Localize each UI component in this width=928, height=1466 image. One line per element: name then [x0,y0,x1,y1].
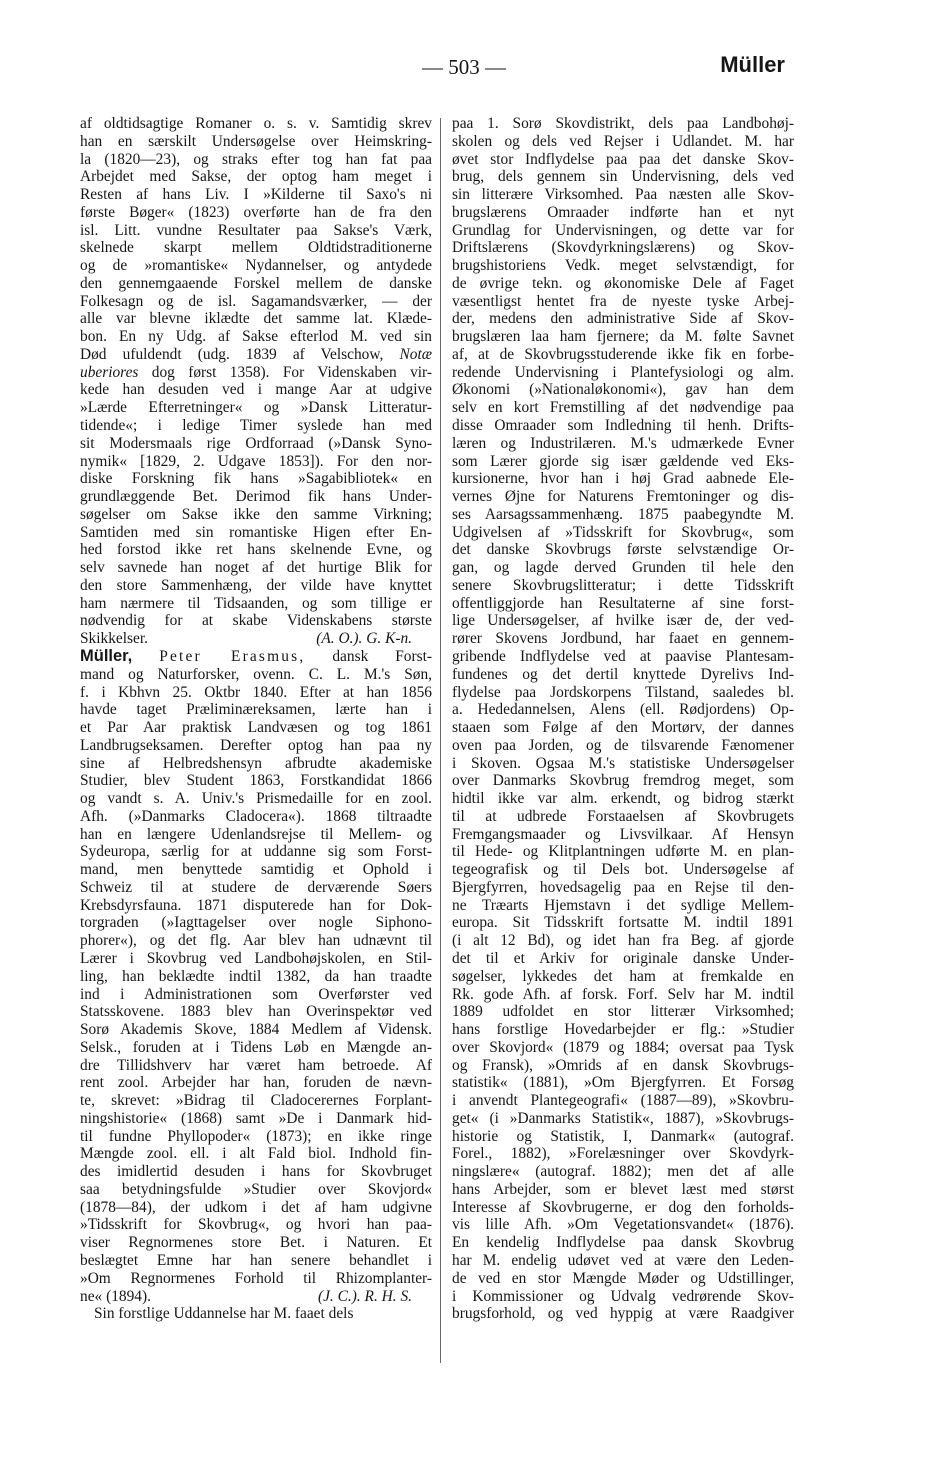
text-line: nødvendig for at skabe Videnskabens største [80,612,432,630]
text-line: lige Undersøgelser, af hvilke især de, der ved- [452,612,794,630]
text-line: vernes Øjne for Naturens Fremtoninger og dis- [452,488,794,506]
text-line: nymik« [1829, 2. Udgave 1853]). For den nor- [80,452,432,470]
text-line: øvet stor Indflydelse paa paa det danske Skov- [452,150,794,168]
text-line: Forel., 1882), »Forelæsninger over Skovdyrk- [452,1145,794,1163]
text-line: Statsskovene. 1883 blev han Overinspektør ved [80,1003,432,1021]
text-line: og de »romantiske« Nydannelser, og antydede [80,257,432,275]
text-line: fundenes og det dertil knyttede Dyrelivs Ind- [452,665,794,683]
text-line: ham nærmere til Tidsaanden, og som tillige er [80,594,432,612]
text-line: (1878—84), der udkom i det af ham udgivne [80,1198,432,1216]
text-line [80,364,432,382]
text-line: første Bøger« (1823) overførte han de fra den [80,203,432,221]
text-line: Folkesagn og de isl. Sagamandsværker, — der [80,292,432,310]
text-line: oven paa Jorden, og de tilsvarende Fænomener [452,736,794,754]
text-line: rent zool. Arbejder har han, foruden de nævn- [80,1074,432,1092]
text-line: des imidlertid desuden i hans for Skovbruget [80,1163,432,1181]
text-line: af, at de Skovbrugsstuderende ikke fik en forbe- [452,345,794,363]
text-line: kede han desuden ved i mange Aar at udgive [80,381,432,399]
text-line: og vandt s. A. Univ.'s Prismedaille for en zool. [80,790,432,808]
text-line: gan, og lagde derved Grunden til hele den [452,559,794,577]
text-line: sin litterære Virksomhed. Paa næsten alle Skov- [452,186,794,204]
text-line: historie og Statistik, I, Danmark« (autograf. [452,1127,794,1145]
text-line: la (1820—23), og straks efter tog han fat paa [80,150,432,168]
text-line: get« (i »Danmarks Statistik«, 1887), »Skovbrugs- [452,1109,794,1127]
text-line: Fremgangsmaader og Livsvilkaar. Af Hensyn [452,825,794,843]
text-span: ne« (1894). [80,1287,151,1305]
italic-title: uberiores [80,363,139,381]
text-line: Studier, blev Student 1863, Forstkandidat 1866 [80,772,432,790]
text-line: ses Aarsagssammenhæng. 1875 paabegyndte M. [452,505,794,523]
entry-given-names: Peter Erasmus, [159,647,306,665]
text-line: der, medens den administrative Side af Skov- [452,310,794,328]
entry-heading-line [80,648,432,666]
text-line: Udgivelsen af »Tidsskrift for Skovbrug«, som [452,523,794,541]
text-line: ind i Administrationen som Overførster ved [80,985,432,1003]
text-span: dansk Forst- [332,647,432,665]
text-line: han en særskilt Undersøgelse over Heimskring- [80,132,432,150]
text-line: den gennemgaaende Forskel mellem de danske [80,274,432,292]
text-line: sine af Helbredshensyn afbrudte akademiske [80,754,432,772]
text-line: f. i Kbhvn 25. Oktbr 1840. Efter at han 1856 [80,683,432,701]
text-line: kursionerne, hvor han i høj Grad aabnede Ele- [452,470,794,488]
text-line: »Tidsskrift for Skovbrug«, og hvori han paa- [80,1216,432,1234]
text-line: ling, han beklædte indtil 1382, da han traadte [80,967,432,985]
text-line: ne Træarts Hjemstavn i det sydlige Mellem- [452,896,794,914]
text-line: Sin forstlige Uddannelse har M. faaet dels [94,1305,354,1323]
text-line: over Skovjord« (1879 og 1884; oversat paa Tysk [452,1038,794,1056]
text-line: den store Sammenhæng, der vilde have knyttet [80,576,432,594]
text-line: ningshistorie« (1868) samt »De i Danmark hid- [80,1109,432,1127]
text-line: har M. endelig udøvet ved at være den Leden- [452,1252,794,1269]
text-line: grundlæggende Bet. Derimod fik hans Under- [80,488,432,506]
text-line: rører Skovens Jordbund, har faaet en gennem- [452,630,794,648]
text-span: Skikkelser. [80,630,148,648]
text-line: (i alt 12 Bd), og idet han fra Beg. af gjorde [452,932,794,950]
text-line: 1889 udfoldet en stor litterær Virksomhed; [452,1003,794,1021]
left-lines-b [80,381,432,630]
text-line: i Skoven. Ogsaa M.'s statistiske Undersøgelser [452,754,794,772]
text-line: Selsk., foruden at i Tidens Løb en Mængde an- [80,1038,432,1056]
text-line: Interesse af Skovbrugerne, er dog den forholds- [452,1198,794,1216]
text-line: Resten af hans Liv. I »Kilderne til Saxo's ni [80,186,432,204]
text-line: Samtiden med sin romantiske Higen efter En- [80,523,432,541]
text-line: et Par Aar praktisk Landvæsen og tog 1861 [80,719,432,737]
text-line: bon. En ny Udg. af Sakse efterlod M. ved sin [80,328,432,346]
text-line: mand, men benyttede samtidig et Ophold i [80,861,432,879]
text-line: saa betydningsfulde »Studier over Skovjord« [80,1180,432,1198]
text-line: beslægtet Emne har han senere behandlet i [80,1252,432,1269]
text-line: a. Hededannelsen, Alens (ell. Rødjordens) Op- [452,701,794,719]
text-line: i anvendt Plantegeografi« (1887—89), »Skovbru- [452,1092,794,1110]
text-line: til fundne Phyllopoder« (1873); en ikke ringe [80,1127,432,1145]
text-line: dre Tillidshverv har været ham betroede. Af [80,1056,432,1074]
text-line: Økonomi (»Nationaløkonomi«), gav han dem [452,381,794,399]
text-line: senere Skovbrugslitteratur; i dette Tidsskrift [452,576,794,594]
text-line: Sorø Akademis Skove, 1884 Medlem af Vidensk. [80,1021,432,1039]
text-line: til Hede- og Klitplantningen udførte M. en plan- [452,843,794,861]
right-lines [452,115,794,1323]
text-line: Bjergfyrren, hovedsagelig paa en Rejse til den- [452,878,794,896]
text-line: søgelser, lykkedes det ham at fremkalde en [452,967,794,985]
text-line: Sydeuropa, særlig for at uddanne sig som Forst- [80,843,432,861]
text-line: hidtil ikke var alm. erkendt, og bidrog stærkt [452,790,794,808]
text-line: tidende«; i ledige Timer syslede han med [80,417,432,435]
text-line: staaen som Følge af den Mortørv, der dannes [452,719,794,737]
column-divider [440,118,441,1363]
text-line: diske Forskning fik hans »Sagabibliotek« en [80,470,432,488]
text-line: En kendelig Indflydelse paa dansk Skovbrug [452,1234,794,1252]
text-line: Driftslærens (Skovdyrkningslærens) og Skov- [452,239,794,257]
text-line: brugslærens Omraader indførte han et nyt [452,203,794,221]
text-line: statistik« (1881), »Om Bjergfyrren. Et Forsøg [452,1074,794,1092]
text-line: Afh. (»Danmarks Cladocera«). 1868 tiltraadte [80,807,432,825]
text-line: redende Undervisning i Plantefysiologi og alm. [452,363,794,381]
text-line: paa 1. Sorø Skovdistrikt, dels paa Landbohøj- [452,115,794,132]
left-column [80,115,432,1323]
text-line: torgraden (»Iagttagelser over nogle Siphono- [80,914,432,932]
text-line: Krebsdyrsfauna. 1871 disputerede han for Dok- [80,896,432,914]
author-signature: (J. C.). R. H. S. [317,1287,412,1305]
text-line: Mængde zool. ell. i alt Fald biol. Indhold fin- [80,1145,432,1163]
text-line: brugshistoriens Vedk. meget selvstændigt, for [452,257,794,275]
text-line: »Om Regnormenes Forhold til Rhizomplanter- [80,1269,432,1287]
italic-title: Notæ [399,345,432,363]
text-line: ningslære« (autograf. 1882); men det af alle [452,1163,794,1181]
text-line: væsentligst hentet fra de nyeste tyske Arbej- [452,292,794,310]
text-line: phorer«), og det flg. Aar blev han udnævnt til [80,932,432,950]
signature-line [80,1288,432,1306]
text-line: brug, dels gennem sin Undervisning, dels ved [452,168,794,186]
text-line: isl. Litt. vundne Resultater paa Sakse's Værk, [80,221,432,239]
text-line: de ved en stor Mængde Møder og Udstillinger, [452,1269,794,1287]
text-line: over Danmarks Skovbrug fremdrog meget, som [452,772,794,790]
text-line: som Lærer gjorde sig især gældende ved Eks- [452,452,794,470]
text-line: han en længere Udenlandsrejse til Mellem- og [80,825,432,843]
text-line: europa. Sit Tidsskrift fortsatte M. indtil 1891 [452,914,794,932]
text-line: Arbejdet med Sakse, der optog ham meget i [80,168,432,186]
text-line: gribende Indflydelse ved at paavise Plantesam- [452,647,794,665]
text-line: skolen og dels ved Rejser i Udlandet. M. har [452,132,794,150]
text-line: alle var blevne iklædte det samme lat. Klæde- [80,310,432,328]
text-line: offentliggjorde han Resultaterne af sine forst- [452,594,794,612]
text-line: det til et Arkiv for originale danske Under- [452,949,794,967]
author-signature: (A. O.). G. K-n. [316,630,412,648]
text-line: »Lærde Efterretninger« og »Dansk Litteratur- [80,399,432,417]
text-line: i Kommissioner og Udvalg vedrørende Skov- [452,1287,794,1305]
text-line: hans Arbejder, som er blevet læst med størst [452,1180,794,1198]
text-line: mand og Naturforsker, ovenn. C. L. M.'s Søn, [80,665,432,683]
text-line: hed forstod ikke ret hans skelnende Evne, og [80,541,432,559]
text-line: tegeografisk og til Dels bot. Undersøgelse af [452,861,794,879]
text-line: selv savnede han noget af det hurtige Blik for [80,559,432,577]
text-line: brugsforhold, og ved hyppig at være Raadgiver [452,1305,794,1323]
text-line: havde taget Præliminæreksamen, lærte han i [80,701,432,719]
text-line: og Fransk), »Omrids af en dansk Skovbrugs- [452,1056,794,1074]
text-line [80,346,432,364]
text-line: hans forstlige Hovedarbejder er flg.: »Studier [452,1021,794,1039]
text-span: dog først 1358). For Videnskaben vir- [138,363,432,381]
text-line: Rk. gode Afh. af forsk. Forf. Selv har M. indtil [452,985,794,1003]
text-line: læren og Industrilæren. M.'s udmærkede Evner [452,434,794,452]
text-line: brugslæren laa ham fjernere; da M. følte Savnet [452,328,794,346]
signature-line [80,630,432,648]
text-line: søgelser om Sakse ikke den samme Virkning; [80,505,432,523]
text-line: flydelse paa Jordskorpens Tilstand, saaledes bl. [452,683,794,701]
text-line: til at udbrede Forstaaelsen af Skovbrugets [452,807,794,825]
page-number: — 503 — [422,55,506,79]
text-line: af oldtidsagtige Romaner o. s. v. Samtidig skrev [80,115,432,132]
left-lines-a [80,115,432,364]
text-line: viser Regnormenes store Bet. i Naturen. Et [80,1234,432,1252]
text-line: Schweiz til at studere de derværende Søers [80,878,432,896]
page-header [0,52,928,89]
text-line: Grundlag for Undervisningen, og dette var for [452,221,794,239]
text-line: te, skrevet: »Bidrag til Cladocerernes Forplant- [80,1092,432,1110]
text-line: de øvrige tekn. og økonomiske Dele af Faget [452,274,794,292]
text-line: Lærer i Skovbrug ved Landbohøjskolen, en Stil- [80,949,432,967]
running-head: Müller [720,52,785,77]
text-line: sit Modersmaals rige Ordforraad (»Dansk Syno- [80,434,432,452]
text-line: Landbrugseksamen. Derefter optog han paa ny [80,736,432,754]
text-span: Død ufuldendt (udg. 1839 af Velschow, [80,345,384,363]
left-lines-c [80,666,432,1288]
text-line: vis lille Afh. »Om Vegetationsvandet« (1876). [452,1216,794,1234]
text-line: disse Omraader som Indledning til henh. Drifts- [452,417,794,435]
text-line: selv en kort Fremstilling af det nødvendige paa [452,399,794,417]
text-line: det danske Skovbrugs første selvstændige Or- [452,541,794,559]
text-line: skelnede skarpt mellem Oldtidstraditionerne [80,239,432,257]
right-column [452,115,794,1323]
entry-headword: Müller, [80,646,133,665]
